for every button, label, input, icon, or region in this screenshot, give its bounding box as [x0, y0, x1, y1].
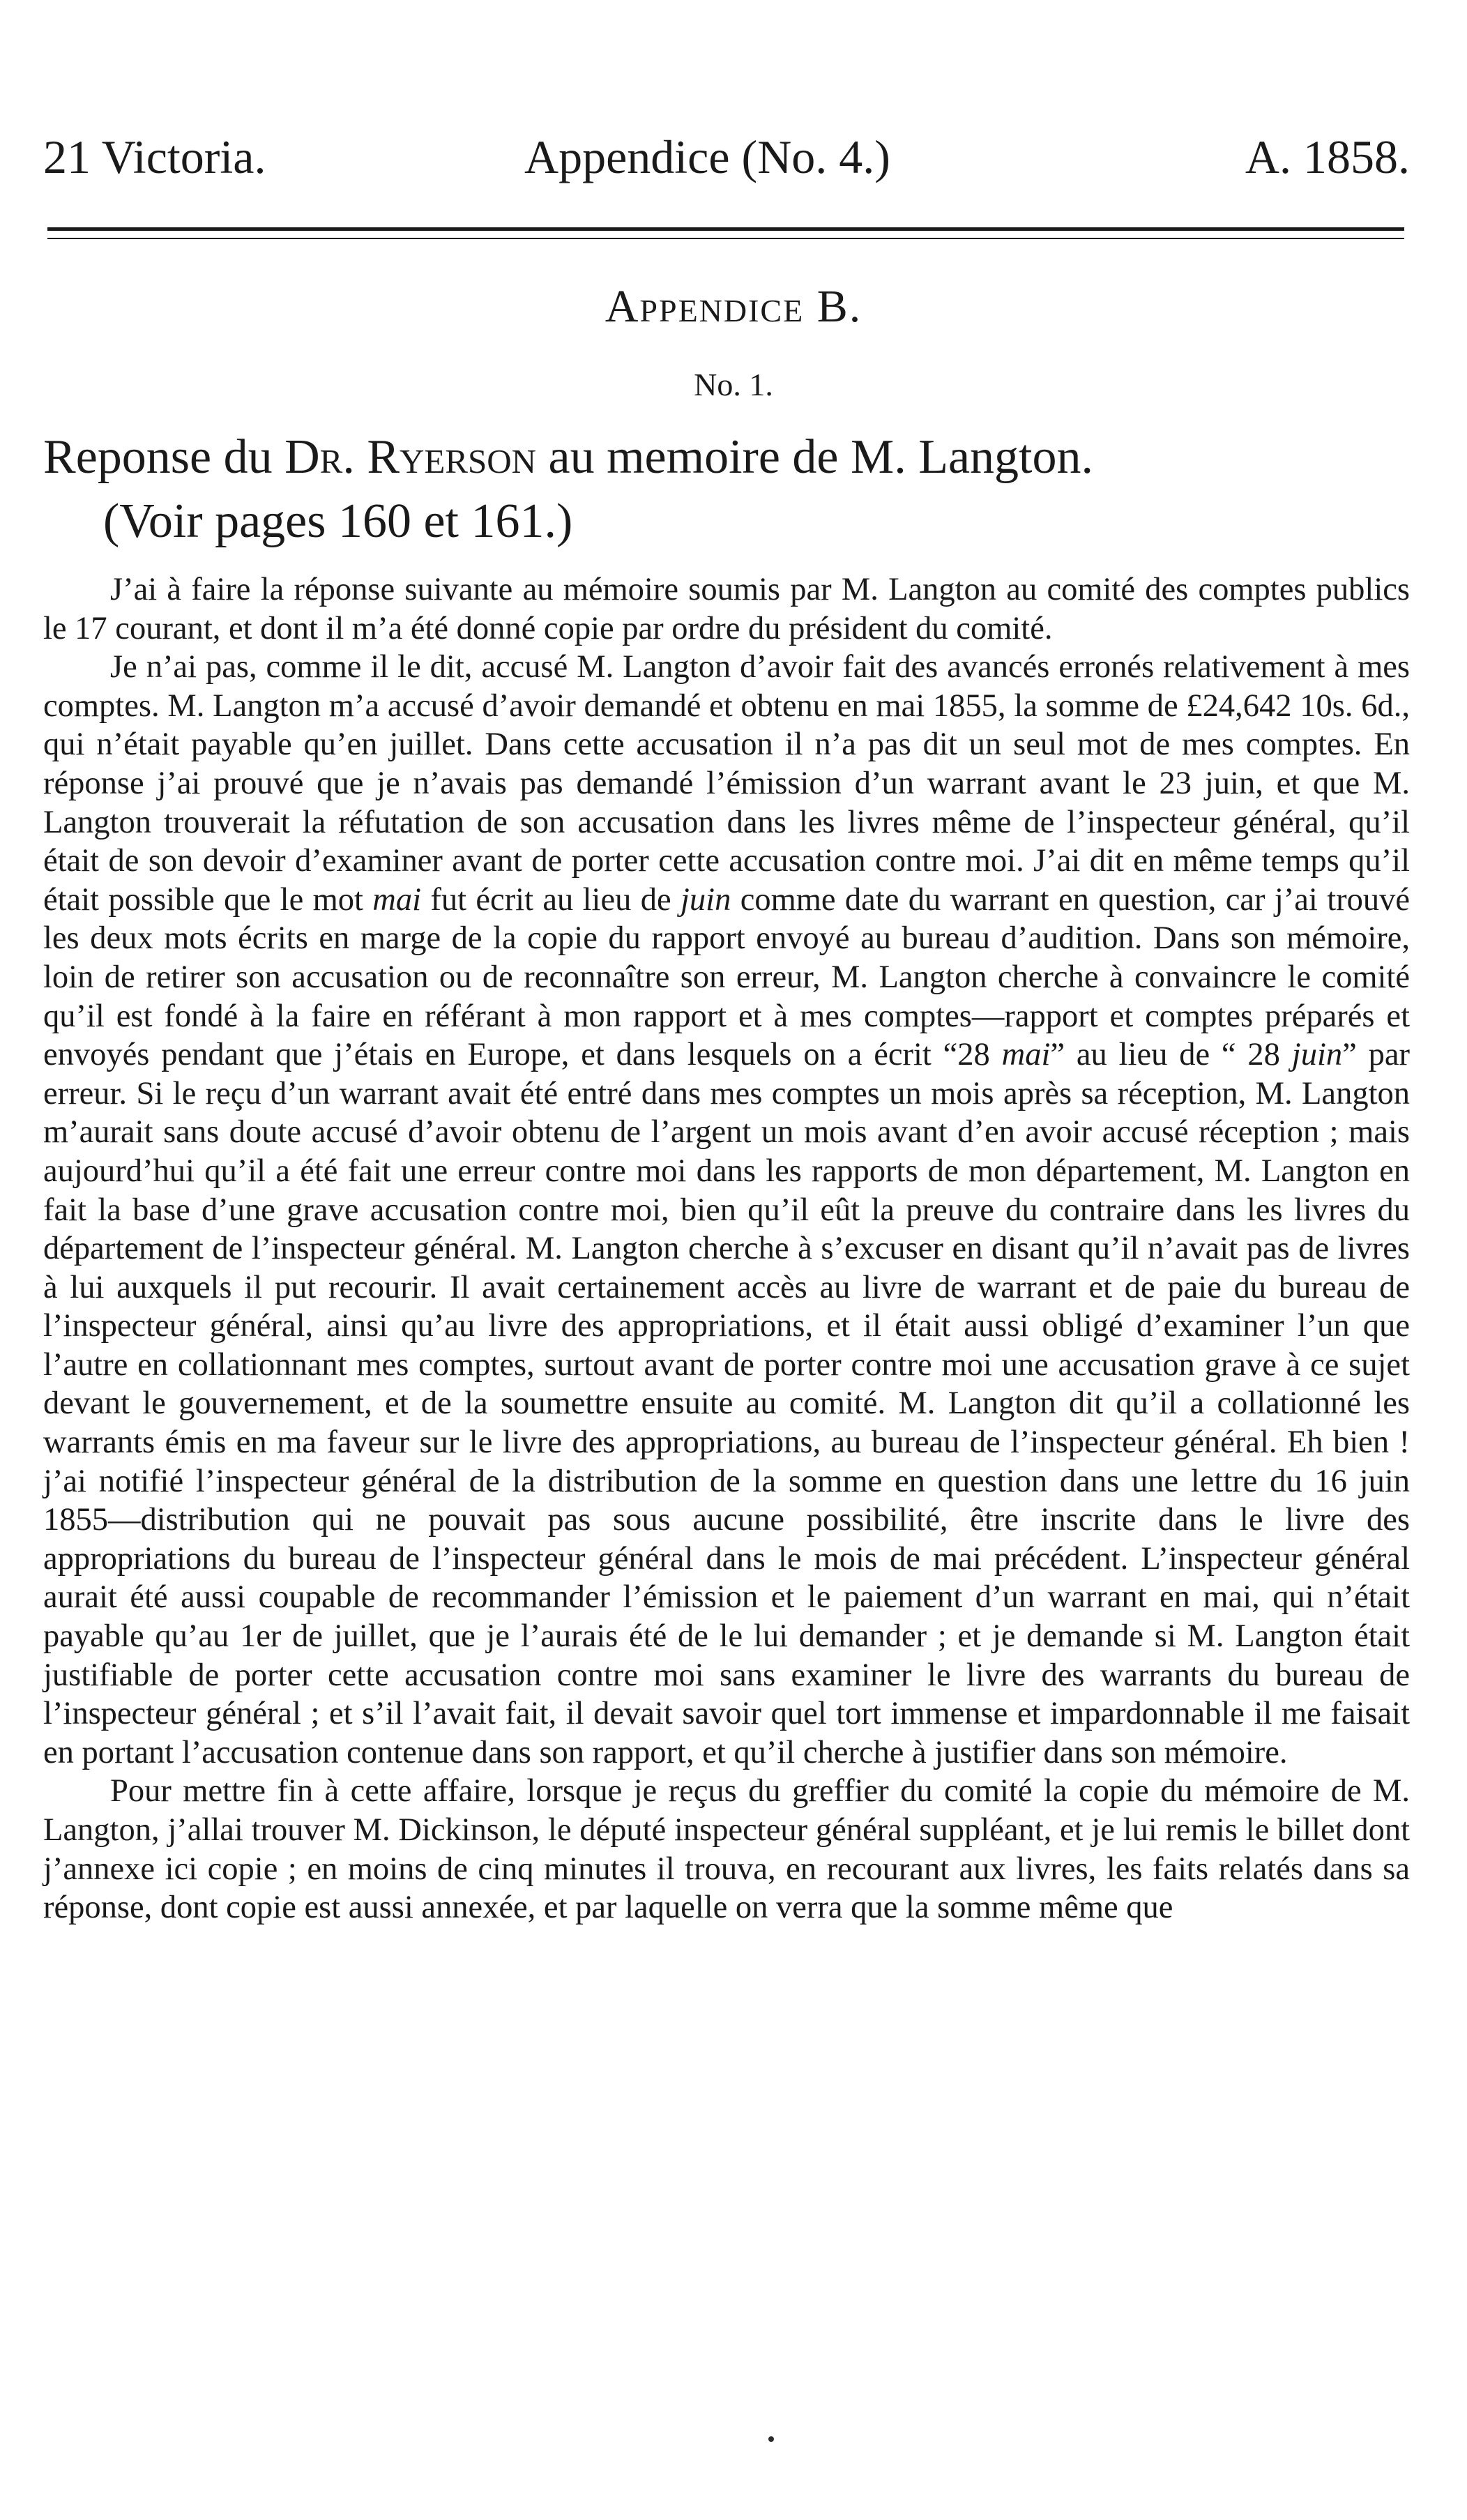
paragraph-2-part-b: fut écrit au lieu de — [421, 881, 681, 918]
body-text — [43, 570, 1410, 1927]
italic-juin-2: juin — [1291, 1037, 1343, 1073]
subtitle: (Voir pages 160 et 161.) — [103, 494, 573, 548]
title-part-2: au memoire de M. Langton. — [536, 430, 1093, 484]
title-part-1: Reponse du — [43, 430, 285, 484]
italic-mai-2: mai — [1001, 1037, 1051, 1073]
title-dr: Dr. — [284, 430, 355, 484]
footer-dot — [768, 2436, 774, 2442]
paragraph-2-part-c: comme date du warrant en question, car j’ai trouvé les deux mots écrits en marge de la copie du rapport envoyé au bureau d’audition. Dans son mémoire, loin de retirer son accusation ou de reconnaître son erreur, M. Langton cherche à convaincre le comité qu’il est fondé à la faire en référant à mon rapport et à mes comptes—rapport et comptes préparés et envoyés pendant que j’étais en Europe, et dans lesquels on a écrit “28 — [43, 881, 1410, 1073]
document-number: No. 1. — [694, 367, 773, 402]
title-space — [355, 430, 367, 484]
paragraph-1: J’ai à faire la réponse suivante au mémoire soumis par M. Langton au comité des comptes publics le 17 courant, et dont il m’a été donné copie par ordre du président du comité. — [43, 572, 1410, 646]
title-ryerson: Ryerson — [367, 430, 537, 484]
paragraph-2-part-a: Je n’ai pas, comme il le dit, accusé M. Langton d’avoir fait des avancés erronés relativement à mes comptes. M. Langton m’a accusé d’avoir demandé et obtenu en mai 1855, la somme de £24,642 10s. 6d., qui n’était payable qu’en juillet. Dans cette accusation il n’a pas dit un seul mot de mes comptes. En réponse j’ai prouvé que je n’avais pas demandé l’émission d’un warrant avant le 23 juin, et que M. Langton trouverait la réfutation de son accusation dans les livres même de l’inspecteur général, qu’il était de son devoir d’examiner avant de porter cette accusation contre moi. J’ai dit en même temps qu’il était possible que le mot — [43, 649, 1410, 918]
paragraph-3: Pour mettre fin à cette affaire, lorsque je reçus du greffier du comité la copie du mémoire de M. Langton, j’allai trouver M. Dickinson, le député inspecteur général suppléant, et je lui remis le billet dont j’annexe ici copie ; en moins de cinq minutes il trouva, en recourant aux livres, les faits relatés dans sa réponse, dont copie est aussi annexée, et par laquelle on verra que la somme même que — [43, 1773, 1410, 1926]
running-head — [43, 126, 1410, 188]
main-title — [43, 427, 1431, 488]
paragraph-2-part-d: ” au lieu de “ 28 — [1050, 1037, 1292, 1073]
appendix-title: Appendice B. — [605, 281, 862, 332]
header-rule-thick — [47, 227, 1404, 231]
paragraph-2 — [43, 648, 1410, 1772]
italic-mai: mai — [372, 881, 422, 918]
running-head-year: A. 1858. — [1245, 130, 1410, 183]
italic-juin: juin — [680, 881, 731, 918]
running-head-appendix: Appendice (No. 4.) — [524, 130, 890, 183]
running-head-session: 21 Victoria. — [43, 130, 266, 183]
paragraph-2-part-e: ” par erreur. Si le reçu d’un warrant avait été entré dans mes comptes un mois après sa réception, M. Langton m’aurait sans doute accusé d’avoir obtenu de l’argent un mois avant d’en avoir accusé réception ; mais aujourd’hui qu’il a été fait une erreur contre moi dans les rapports de mon département, M. Langton en fait la base d’une grave accusation contre moi, bien qu’il eût la preuve du contraire dans les livres du département de l’inspecteur général. M. Langton cherche à s’excuser en disant qu’il n’avait pas de livres à lui auxquels il put recourir. Il avait certainement accès au livre de warrant et de paie du bureau de l’inspecteur général, ainsi qu’au livre des appropriations, et il était aussi obligé d’examiner l’un que l’autre en collationnant mes comptes, surtout avant de porter contre moi une accusation grave à ce sujet devant le gouvernement, et de la soumettre ensuite au comité. M. Langton dit qu’il a collationné les warrants émis en ma faveur sur le livre des appropriations, au bureau de l’inspecteur général. Eh bien ! j’ai notifié l’inspecteur général de la distribution de la somme en question dans une lettre du 16 juin 1855—distribution qui ne pouvait pas sous aucune possibilité, être inscrite dans le livre des appropriations du bureau de l’inspecteur général dans le mois de mai précédent. L’inspecteur général aurait été aussi coupable de recommander l’émission et le paiement d’un warrant en mai, qui n’était payable qu’au 1er de juillet, que je l’aurais été de le lui demander ; et je demande si M. Langton était justifiable de porter cette accusation contre moi sans examiner le livre des warrants du bureau de l’inspecteur général ; et s’il l’avait fait, il devait savoir quel tort immense et impardonnable il me faisait en portant l’accusation contenue dans son rapport, et qu’il cherche à justifier dans son mémoire. — [43, 1037, 1410, 1770]
header-rule-thin — [47, 238, 1404, 239]
